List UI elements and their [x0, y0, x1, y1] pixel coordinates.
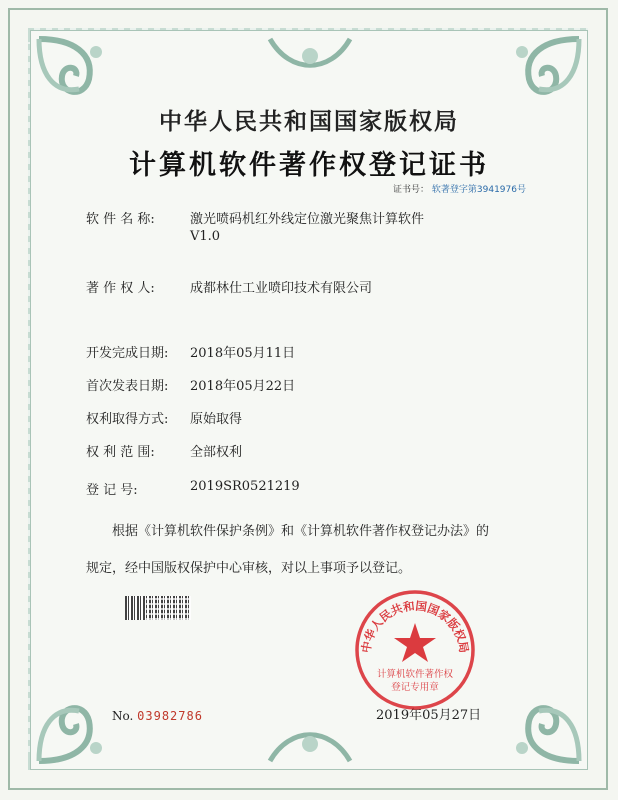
reg-no-row	[86, 479, 300, 498]
statement-line-2: 规定，经中国版权保护中心审核，对以上事项予以登记。	[86, 561, 412, 576]
issue-date: 2019年05月27日	[376, 708, 482, 723]
issuer-title: 中华人民共和国国家版权局	[159, 108, 459, 135]
reg-no-value: 2019SR0521219	[190, 479, 300, 494]
scope-row	[86, 441, 242, 460]
method-row	[86, 408, 242, 427]
method-value: 原始取得	[190, 412, 243, 427]
owner-row	[86, 277, 372, 296]
official-seal-icon	[350, 585, 480, 715]
corner-ornament-icon	[34, 686, 124, 766]
serial-number	[112, 709, 203, 723]
corner-ornament-icon	[494, 34, 584, 114]
dev-date-value: 2018年05月11日	[190, 346, 296, 361]
scope-value: 全部权利	[190, 445, 243, 460]
method-label: 权利取得方式:	[86, 412, 169, 427]
dev-date-row	[86, 342, 295, 361]
cert-no-label: 证书号：	[393, 185, 430, 195]
owner-value: 成都林仕工业喷印技术有限公司	[190, 281, 373, 296]
dev-date-label: 开发完成日期:	[86, 346, 169, 361]
pub-date-label: 首次发表日期:	[86, 379, 169, 394]
barcode-icon	[125, 596, 191, 620]
serial-label: No.	[112, 709, 134, 723]
corner-ornament-icon	[494, 686, 584, 766]
software-name-label: 软 件 名 称:	[86, 212, 155, 227]
owner-label: 著 作 权 人:	[86, 281, 155, 296]
pub-date-row	[86, 375, 295, 394]
pub-date-value: 2018年05月22日	[190, 379, 296, 394]
certificate-title: 计算机软件著作权登记证书	[129, 150, 489, 181]
scope-label: 权 利 范 围:	[86, 445, 155, 460]
reg-no-label: 登 记 号:	[86, 483, 138, 498]
corner-ornament-icon	[34, 34, 124, 114]
inner-panel	[30, 30, 588, 770]
software-name-value: 激光喷码机红外线定位激光聚焦计算软件	[190, 212, 425, 227]
software-name-row	[86, 208, 424, 227]
statement-line-1: 根据《计算机软件保护条例》和《计算机软件著作权登记办法》的	[112, 524, 490, 539]
seal-center-line-2: 登记专用章	[391, 682, 439, 693]
seal-center-line-1: 计算机软件著作权	[376, 669, 454, 680]
seal-ring-text: 中华人民共和国国家版权局	[358, 598, 472, 654]
top-ornament-icon	[260, 34, 360, 84]
bottom-ornament-icon	[260, 716, 360, 766]
serial-value: 03982786	[137, 709, 203, 723]
certificate-number	[393, 182, 526, 195]
software-version: V1.0	[190, 229, 221, 244]
cert-no-value: 软著登字第3941976号	[431, 185, 526, 195]
